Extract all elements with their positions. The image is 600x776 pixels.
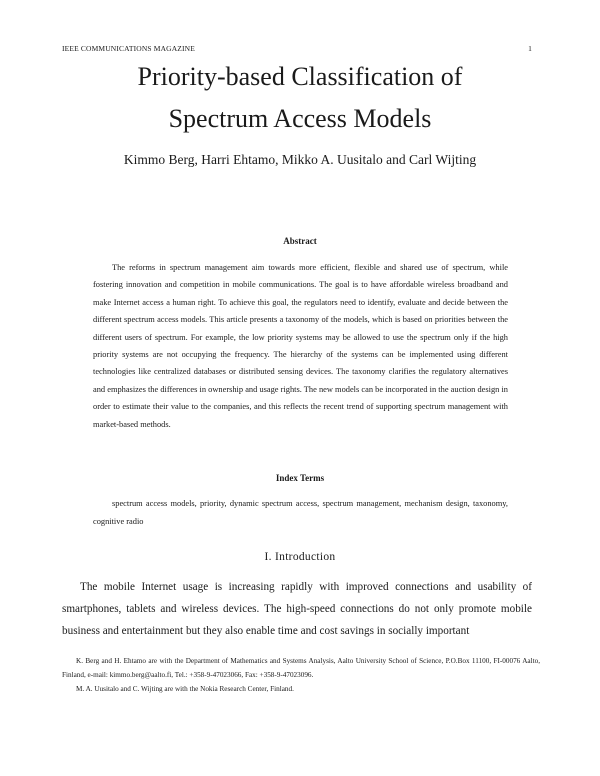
footnotes <box>62 654 540 696</box>
page-number: 1 <box>528 44 532 53</box>
running-header <box>62 44 532 53</box>
index-terms-text: spectrum access models, priority, dynamic spectrum access, spectrum management, mechanism design, taxonomy, cognitive radio <box>93 499 508 526</box>
introduction-heading: I. Introduction <box>264 551 336 563</box>
journal-name: IEEE COMMUNICATIONS MAGAZINE <box>62 44 195 53</box>
footnote-affiliation-1: K. Berg and H. Ehtamo are with the Department of Mathematics and Systems Analysis, Aalto University School of Science, P.O.Box 11100, FI-00076 Aalto, Finland, e-mail: kimmo.berg@aalto.fi, Tel.: +358-9-47023066, Fax: +358-9-47023096. <box>62 657 540 679</box>
paper-title-line-1: Priority-based Classification of <box>137 62 463 91</box>
introduction-text: The mobile Internet usage is increasing rapidly with improved connections and usability of smartphones, tablets and wireless devices. The high-speed connections do not only promote mobile business and entertainment but they also enable time and cost savings in socially important <box>62 581 532 637</box>
abstract-text: The reforms in spectrum management aim towards more efficient, flexible and shared use of spectrum, while fostering innovation and competition in mobile communications. The goal is to have affordable wireless broadband and make Internet access a human right. To achieve this goal, the regulators need to identify, evaluate and decide between the different spectrum access models. This article presents a taxonomy of the models, which is based on priorities between the different users of spectrum. For example, the low priority systems may be allowed to use the spectrum only if the high priority systems are not occupying the frequency. The hierarchy of the systems can be implemented using different technologies like centralized databases or distributed sensing devices. The taxonomy clarifies the regulatory alternatives and emphasizes the differences in ownership and usage rights. The new models can be incorporated in the auction design in order to estimate their value to the companies, and this reflects the recent trend of supporting spectrum management with market-based methods. <box>93 263 508 429</box>
abstract-heading: Abstract <box>283 236 317 246</box>
index-terms-heading: Index Terms <box>275 473 325 483</box>
footnote-affiliation-2: M. A. Uusitalo and C. Wijting are with the Nokia Research Center, Finland. <box>76 685 294 693</box>
paper-title-line-2: Spectrum Access Models <box>168 104 432 133</box>
author-list: Kimmo Berg, Harri Ehtamo, Mikko A. Uusitalo and Carl Wijting <box>123 152 477 167</box>
